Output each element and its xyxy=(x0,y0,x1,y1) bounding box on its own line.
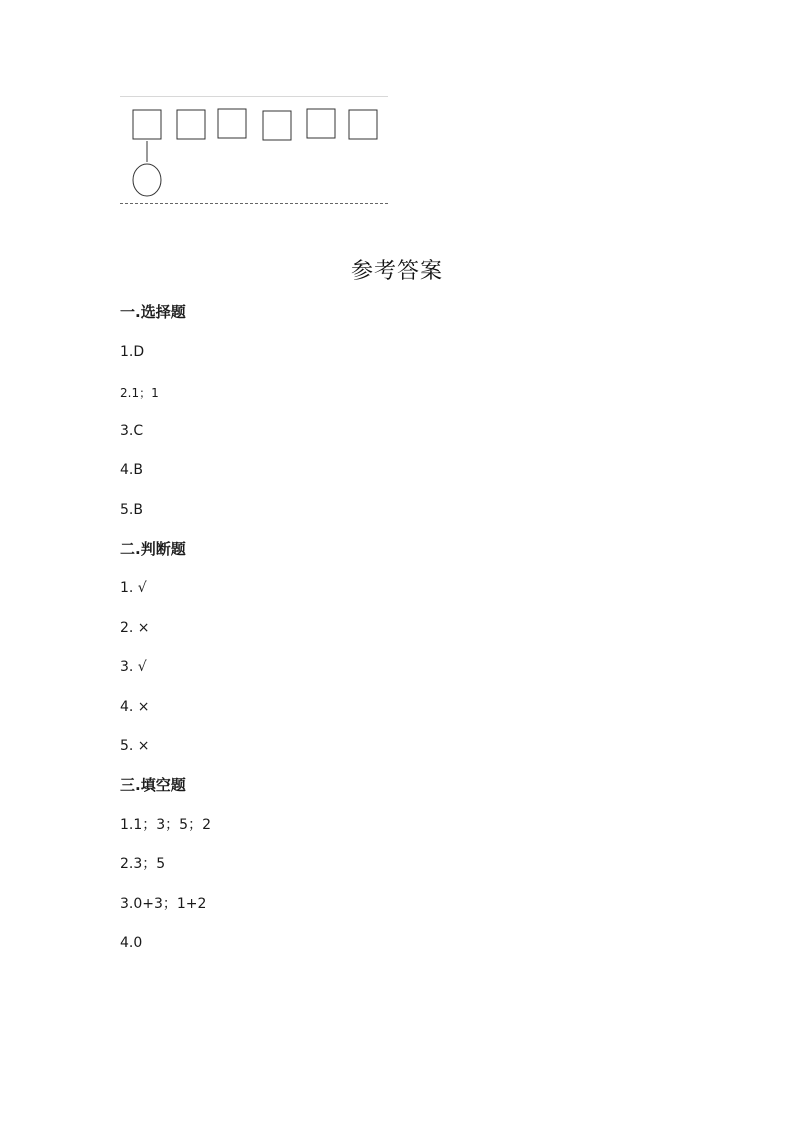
answer-item: 3. √ xyxy=(120,659,147,675)
box-5 xyxy=(307,109,335,138)
box-4 xyxy=(263,111,291,140)
answer-item: 4. × xyxy=(120,699,150,715)
box-diagram-svg xyxy=(120,96,388,206)
box-2 xyxy=(177,110,205,139)
box-6 xyxy=(349,110,377,139)
answer-item: 2.3；5 xyxy=(120,856,166,872)
box-3 xyxy=(218,109,246,138)
answer-item: 5.B xyxy=(120,502,143,518)
answer-item: 1.1；3；5；2 xyxy=(120,817,211,833)
answer-item: 4.B xyxy=(120,462,143,478)
section-heading-judge: 二.判断题 xyxy=(120,540,186,558)
section-heading-fill: 三.填空题 xyxy=(120,776,186,794)
box-1 xyxy=(133,110,161,139)
answer-key-title: 参考答案 xyxy=(350,259,443,284)
box-diagram xyxy=(120,96,388,206)
answer-item: 2.1；1 xyxy=(120,386,159,400)
answer-item: 1. √ xyxy=(120,580,147,596)
answer-item: 3.C xyxy=(120,423,144,439)
answer-item: 3.0+3；1+2 xyxy=(120,896,207,912)
answer-item: 5. × xyxy=(120,738,150,754)
answer-item: 1.D xyxy=(120,344,145,360)
answer-item: 4.0 xyxy=(120,935,143,951)
circle xyxy=(133,164,161,196)
answer-item: 2. × xyxy=(120,620,150,636)
section-heading-choice: 一.选择题 xyxy=(120,303,186,321)
